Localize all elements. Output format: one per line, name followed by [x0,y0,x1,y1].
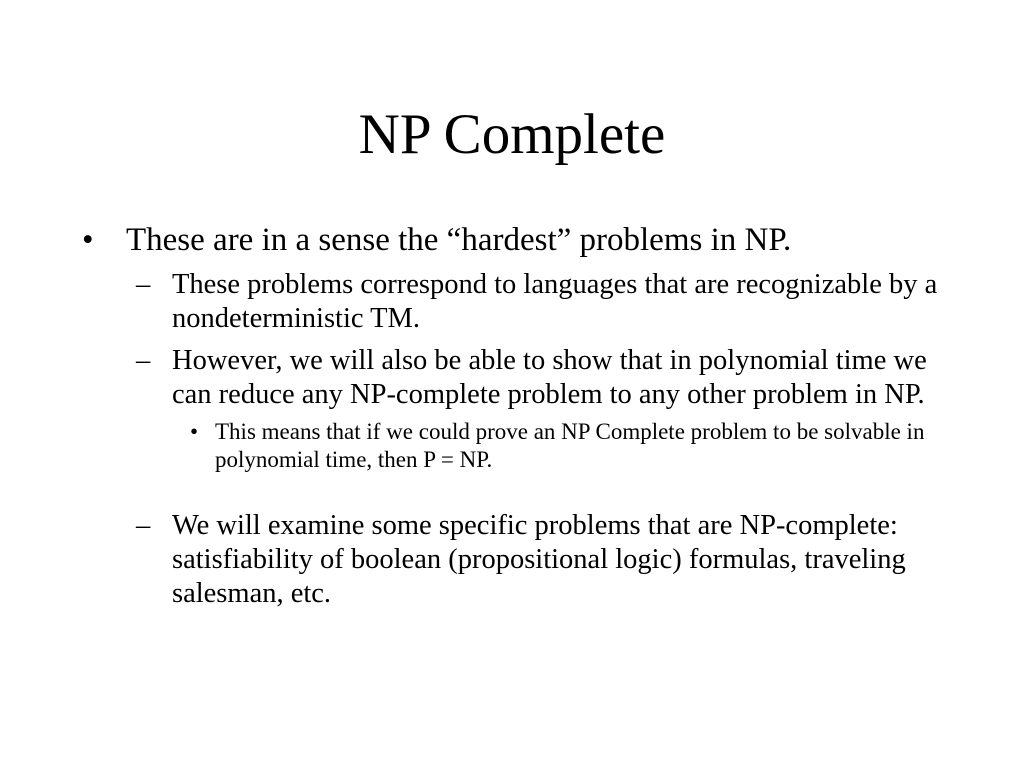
bullet-level2 [136,344,942,412]
bullet-level2 [136,268,942,336]
bullet-text: These are in a sense the “hardest” problems in NP. [126,222,792,258]
slide-body [82,220,942,611]
spacer [82,474,942,501]
bullet-marker: • [82,222,94,258]
bullet-text: These problems correspond to languages that are recognizable by a nondeterministic TM. [172,269,938,334]
bullet-text: However, we will also be able to show that in polynomial time we can reduce any NP-complete problem to any other problem in NP. [172,345,927,410]
bullet-text: We will examine some specific problems that are NP-complete: satisfiability of boolean (propositional logic) formulas, traveling salesman, etc. [172,510,906,609]
bullet-level2 [136,509,942,611]
bullet-marker: • [190,419,199,444]
slide-title: NP Complete [358,103,666,166]
dash-marker: – [136,269,151,300]
bullet-level1 [82,220,942,260]
dash-marker: – [136,345,151,376]
bullet-text: This means that if we could prove an NP Complete problem to be solvable in polynomial time, then P = NP. [215,419,925,472]
dash-marker: – [136,510,151,541]
bullet-level3 [190,418,942,474]
